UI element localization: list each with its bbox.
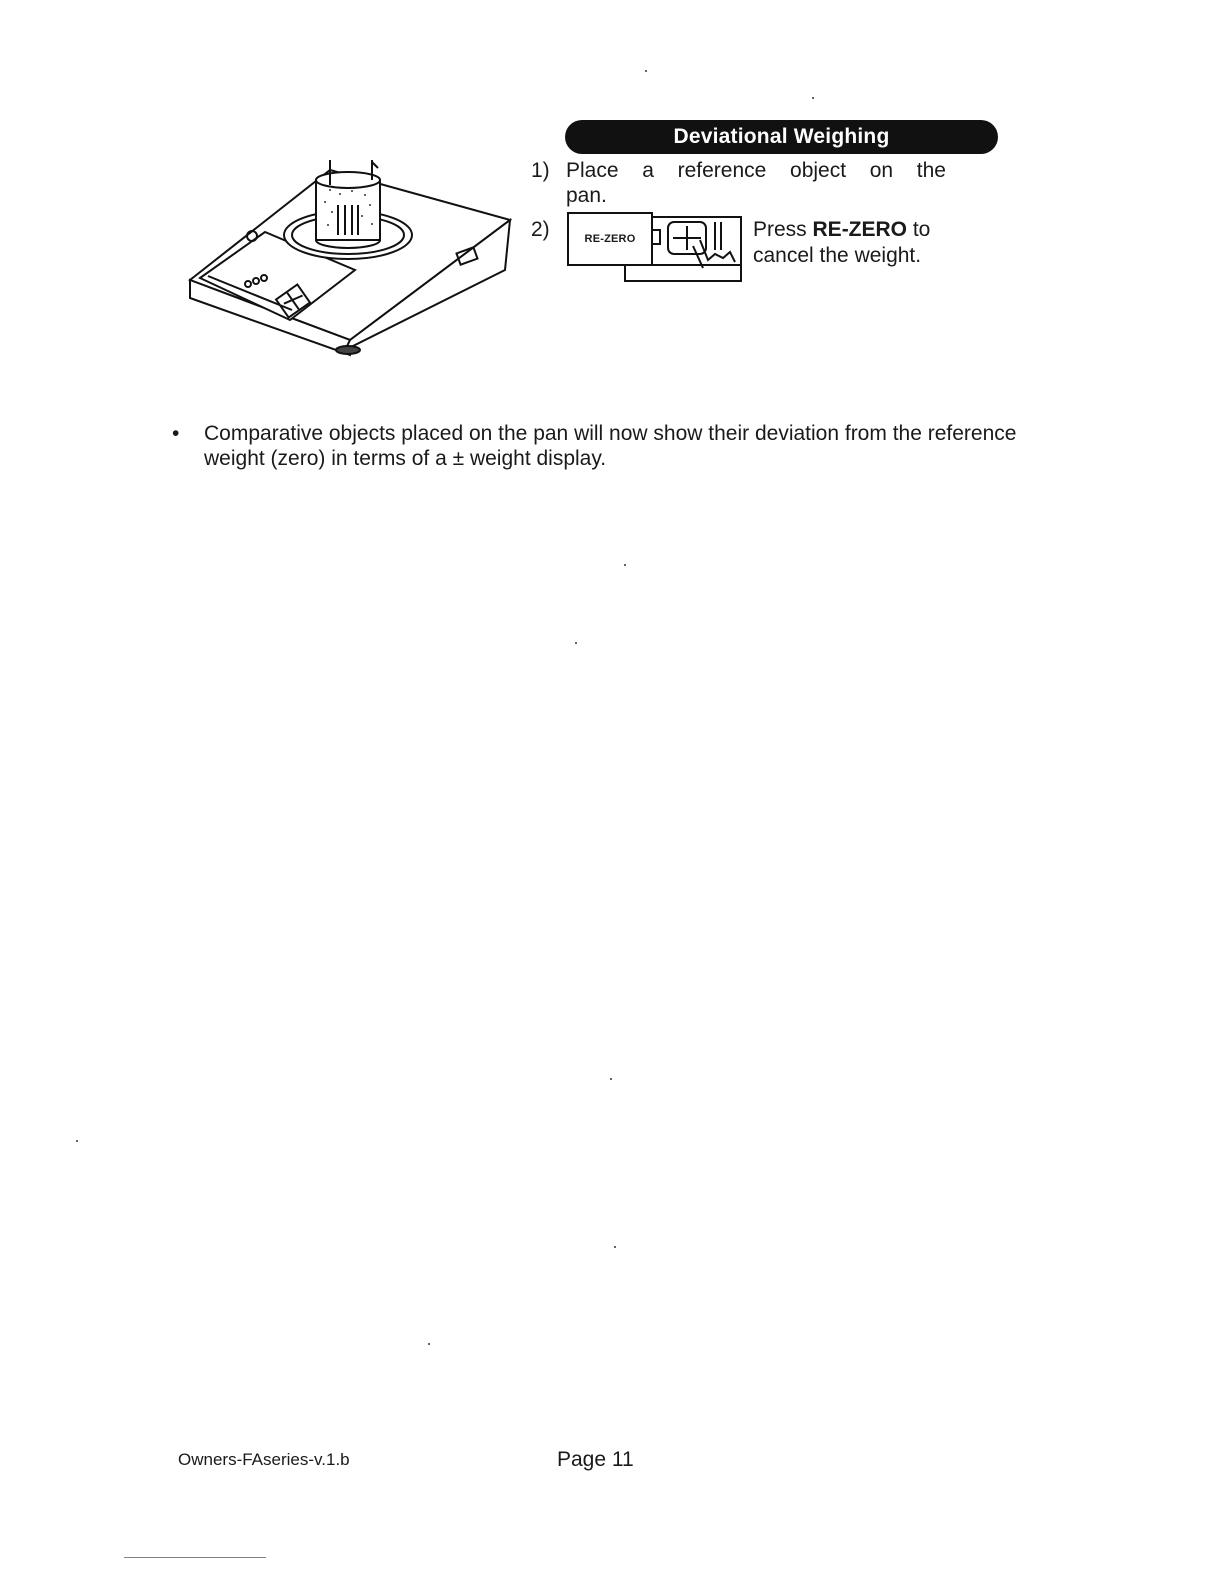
note-text: Comparative objects placed on the pan will now show their deviation from the reference weight (zero) in terms of a ± weight display. [204, 422, 1017, 470]
section-title: Deviational Weighing [565, 120, 998, 154]
document-id: Owners-FAseries-v.1.b [178, 1450, 350, 1469]
scan-speck [614, 1246, 616, 1248]
step-2-number: 2) [531, 218, 550, 241]
scan-speck [610, 1078, 612, 1080]
bullet-icon: • [172, 422, 180, 445]
step-2-text [753, 217, 993, 269]
page-number: Page 11 [557, 1448, 634, 1471]
scan-speck [428, 1343, 430, 1345]
divider [124, 1557, 266, 1558]
scan-speck [645, 70, 647, 72]
step-2-key-label: RE-ZERO [812, 218, 908, 241]
step-2-text-suffix: to cancel the weight. [753, 218, 931, 267]
scan-speck [624, 564, 626, 566]
scan-speck [575, 642, 577, 644]
step-1-text: Place a reference object on the pan. [566, 159, 946, 207]
re-zero-key: RE-ZERO [567, 212, 653, 266]
balance-scale-illustration [180, 150, 520, 360]
step-2-text-prefix: Press [753, 218, 813, 241]
step-1-number: 1) [531, 159, 550, 182]
scan-speck [76, 1140, 78, 1142]
scan-speck [812, 97, 814, 99]
